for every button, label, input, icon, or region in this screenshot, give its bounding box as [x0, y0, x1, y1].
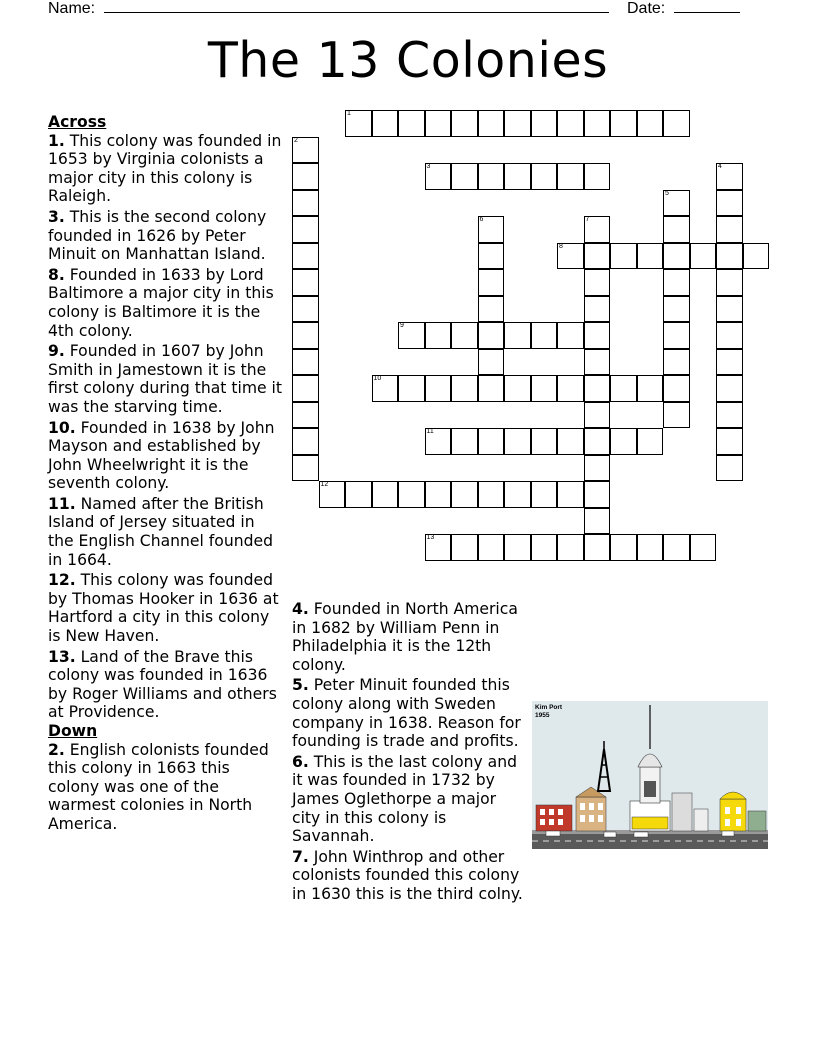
grid-cell[interactable]: [663, 296, 690, 323]
clues-middle-column: [292, 600, 528, 906]
grid-cell[interactable]: [478, 269, 505, 296]
grid-cell[interactable]: [584, 110, 611, 137]
grid-cell[interactable]: [663, 110, 690, 137]
clue-number: 10.: [48, 418, 76, 437]
grid-cell[interactable]: [292, 375, 319, 402]
grid-cell[interactable]: [292, 455, 319, 482]
grid-cell[interactable]: [557, 163, 584, 190]
grid-cell[interactable]: [557, 110, 584, 137]
grid-cell[interactable]: [743, 243, 770, 270]
grid-cell[interactable]: [478, 322, 505, 349]
grid-cell[interactable]: [451, 375, 478, 402]
grid-cell[interactable]: [345, 110, 372, 137]
grid-cell[interactable]: [557, 375, 584, 402]
grid-cell[interactable]: [292, 269, 319, 296]
grid-cell[interactable]: [584, 296, 611, 323]
grid-cell[interactable]: [716, 190, 743, 217]
grid-cell[interactable]: [292, 322, 319, 349]
clue-text: This colony was founded in 1653 by Virginia colonists a major city in this colony is Raleigh.: [48, 131, 282, 206]
grid-cell[interactable]: [531, 110, 558, 137]
grid-cell[interactable]: [504, 428, 531, 455]
grid-cell[interactable]: [663, 322, 690, 349]
grid-cell[interactable]: [451, 322, 478, 349]
grid-cell[interactable]: [716, 243, 743, 270]
clue-text: Founded in 1607 by John Smith in Jamestown it is the first colony during that time it was the starving time.: [48, 342, 283, 416]
grid-cell[interactable]: [451, 428, 478, 455]
clue-across-1: [48, 132, 284, 206]
grid-cell[interactable]: [451, 481, 478, 508]
grid-cell-number: 10: [373, 375, 382, 382]
grid-cell[interactable]: [292, 349, 319, 376]
name-label: Name:: [48, 0, 96, 17]
grid-cell[interactable]: [610, 428, 637, 455]
clue-number: 5.: [292, 676, 309, 695]
clue-text: Named after the British Island of Jersey situated in the English Channel founded in 1664.: [48, 494, 273, 569]
grid-cell[interactable]: [531, 481, 558, 508]
clue-number: 11.: [48, 494, 76, 513]
grid-cell-number: 4: [718, 163, 722, 170]
grid-cell[interactable]: [425, 428, 452, 455]
clues-left-column: [48, 113, 284, 836]
date-line[interactable]: [674, 0, 740, 13]
grid-cell[interactable]: [663, 269, 690, 296]
grid-cell[interactable]: [292, 163, 319, 190]
grid-cell[interactable]: [584, 428, 611, 455]
grid-cell[interactable]: [478, 243, 505, 270]
clue-number: 2.: [48, 740, 65, 759]
grid-cell[interactable]: [425, 534, 452, 561]
name-line[interactable]: [104, 0, 609, 13]
date-label: Date:: [627, 0, 666, 17]
grid-cell[interactable]: [504, 375, 531, 402]
grid-cell[interactable]: [451, 163, 478, 190]
grid-cell-number: 2: [294, 136, 298, 144]
grid-cell[interactable]: [504, 534, 531, 561]
grid-cell[interactable]: [716, 163, 743, 190]
grid-cell[interactable]: [292, 402, 319, 429]
grid-cell[interactable]: [584, 375, 611, 402]
grid-cell[interactable]: [610, 110, 637, 137]
grid-cell[interactable]: [663, 534, 690, 561]
grid-cell[interactable]: [425, 481, 452, 508]
grid-cell[interactable]: [610, 534, 637, 561]
grid-cell[interactable]: [478, 349, 505, 376]
grid-cell-number: 11: [426, 428, 434, 435]
grid-cell[interactable]: [425, 375, 452, 402]
clue-down-2: [48, 741, 284, 834]
grid-cell[interactable]: [504, 110, 531, 137]
grid-cell[interactable]: [372, 375, 399, 402]
clue-text: Founded in 1633 by Lord Baltimore a major city in this colony is Baltimore it is the 4th colony.: [48, 265, 274, 340]
grid-cell[interactable]: [478, 481, 505, 508]
grid-cell[interactable]: [345, 481, 372, 508]
picture-caption-line-2: 1955: [535, 712, 550, 719]
grid-cell[interactable]: [610, 375, 637, 402]
grid-cell[interactable]: [716, 216, 743, 243]
clue-number: 12.: [48, 571, 76, 590]
grid-cell[interactable]: [478, 375, 505, 402]
grid-cell[interactable]: [292, 428, 319, 455]
clue-across-11: [48, 495, 284, 569]
grid-cell[interactable]: [557, 322, 584, 349]
grid-cell[interactable]: [690, 243, 717, 270]
grid-cell[interactable]: [584, 508, 611, 535]
grid-cell[interactable]: [504, 163, 531, 190]
clue-text: Land of the Brave this colony was founded in 1636 by Roger Williams and others at Providence.: [48, 647, 277, 722]
grid-cell-number: 1: [347, 110, 351, 117]
grid-cell[interactable]: [504, 322, 531, 349]
grid-cell[interactable]: [478, 534, 505, 561]
clue-across-10: [48, 419, 284, 493]
grid-cell[interactable]: [637, 110, 664, 137]
grid-cell[interactable]: [319, 481, 346, 508]
date-field[interactable]: [627, 0, 740, 18]
grid-cell-number: 6: [479, 216, 484, 223]
skyline-illustration: [532, 701, 768, 849]
grid-cell[interactable]: [478, 296, 505, 323]
grid-cell[interactable]: [292, 243, 319, 270]
grid-cell[interactable]: [557, 534, 584, 561]
clue-text: This is the second colony founded in 1626 by Peter Minuit on Manhattan Island.: [48, 207, 267, 264]
grid-cell[interactable]: [716, 455, 743, 482]
grid-cell[interactable]: [398, 110, 425, 137]
grid-cell[interactable]: [425, 163, 452, 190]
grid-cell[interactable]: [584, 243, 611, 270]
clue-down-6: [292, 753, 528, 846]
down-heading: Down: [48, 722, 98, 740]
city-skyline-picture: [532, 701, 768, 849]
clue-number: 7.: [292, 847, 309, 866]
grid-cell[interactable]: [398, 322, 425, 349]
grid-cell-number: 7: [585, 216, 590, 223]
grid-cell[interactable]: [451, 534, 478, 561]
clue-across-8: [48, 266, 284, 340]
grid-cell[interactable]: [716, 402, 743, 429]
grid-cell[interactable]: [531, 322, 558, 349]
grid-cell[interactable]: [292, 190, 319, 217]
clue-number: 4.: [292, 600, 309, 618]
clue-across-3: [48, 208, 284, 264]
grid-cell-number: 5: [665, 189, 669, 197]
grid-cell[interactable]: [584, 163, 611, 190]
clue-down-4: [292, 600, 528, 674]
grid-cell[interactable]: [716, 349, 743, 376]
clue-number: 13.: [48, 647, 76, 666]
clue-down-7: [292, 848, 528, 904]
grid-cell[interactable]: [663, 402, 690, 429]
grid-cell[interactable]: [584, 349, 611, 376]
grid-cell[interactable]: [478, 428, 505, 455]
grid-cell[interactable]: [663, 243, 690, 270]
clue-text: Peter Minuit founded this colony along with Sweden company in 1638. Reason for founding is trade and profits.: [292, 676, 521, 751]
clue-number: 1.: [48, 131, 65, 150]
grid-cell[interactable]: [584, 455, 611, 482]
grid-cell-number: 3: [426, 163, 431, 170]
clue-text: English colonists founded this colony in 1663 this colony was one of the warmest colonies in North America.: [48, 740, 269, 833]
grid-cell-number: 12: [320, 481, 329, 488]
name-field[interactable]: [48, 0, 609, 18]
clue-number: 9.: [48, 342, 65, 361]
clue-text: Founded in 1638 by John Mayson and established by John Wheelwright it is the seventh colony.: [48, 418, 275, 493]
grid-cell-number: 9: [400, 322, 404, 329]
clue-text: This is the last colony and it was founded in 1732 by James Oglethorpe a major city in this colony is Savannah.: [292, 752, 518, 846]
grid-cell[interactable]: [716, 322, 743, 349]
grid-cell[interactable]: [584, 322, 611, 349]
grid-cell[interactable]: [478, 110, 505, 137]
grid-cell[interactable]: [372, 481, 399, 508]
clue-number: 6.: [292, 752, 309, 771]
clue-across-9: [48, 342, 284, 416]
grid-cell[interactable]: [716, 375, 743, 402]
grid-cell[interactable]: [557, 243, 584, 270]
grid-cell[interactable]: [531, 163, 558, 190]
grid-cell[interactable]: [398, 481, 425, 508]
grid-cell[interactable]: [372, 110, 399, 137]
grid-cell[interactable]: [610, 243, 637, 270]
grid-cell[interactable]: [531, 534, 558, 561]
grid-cell[interactable]: [690, 534, 717, 561]
grid-cell[interactable]: [584, 534, 611, 561]
clue-text: This colony was founded by Thomas Hooker in 1636 at Hartford a city in this colony is New Haven.: [48, 571, 279, 646]
grid-cell[interactable]: [425, 322, 452, 349]
grid-cell[interactable]: [716, 428, 743, 455]
grid-cell[interactable]: [557, 481, 584, 508]
grid-cell[interactable]: [663, 216, 690, 243]
grid-cell[interactable]: [292, 216, 319, 243]
grid-cell-number: 8: [559, 242, 563, 250]
grid-cell[interactable]: [478, 163, 505, 190]
grid-cell[interactable]: [584, 269, 611, 296]
picture-caption-line-1: Kim Port: [535, 704, 563, 711]
grid-cell[interactable]: [584, 402, 611, 429]
clue-down-5: [292, 676, 528, 750]
grid-cell[interactable]: [425, 110, 452, 137]
grid-cell[interactable]: [557, 428, 584, 455]
page-title: The 13 Colonies: [207, 32, 609, 89]
grid-cell[interactable]: [663, 349, 690, 376]
grid-cell[interactable]: [398, 375, 425, 402]
grid-cell[interactable]: [451, 110, 478, 137]
grid-cell[interactable]: [292, 137, 319, 164]
grid-cell[interactable]: [716, 296, 743, 323]
grid-cell[interactable]: [584, 216, 611, 243]
grid-cell[interactable]: [637, 243, 664, 270]
picture-caption: [535, 704, 562, 720]
grid-cell[interactable]: [637, 375, 664, 402]
clue-across-13: [48, 648, 284, 722]
grid-cell[interactable]: [531, 428, 558, 455]
across-heading: Across: [48, 113, 107, 131]
clue-across-12: [48, 571, 284, 645]
grid-cell-number: 13: [426, 534, 435, 541]
clue-text: John Winthrop and other colonists founded this colony in 1630 this is the third colny.: [292, 847, 523, 903]
grid-cell[interactable]: [292, 296, 319, 323]
clue-number: 8.: [48, 265, 65, 284]
grid-cell[interactable]: [531, 375, 558, 402]
clue-number: 3.: [48, 207, 65, 226]
grid-cell[interactable]: [584, 481, 611, 508]
grid-cell[interactable]: [637, 428, 664, 455]
clue-text: Founded in North America in 1682 by William Penn in Philadelphia it is the 12th colony.: [292, 600, 518, 674]
grid-cell[interactable]: [504, 481, 531, 508]
grid-cell[interactable]: [478, 216, 505, 243]
grid-cell[interactable]: [663, 190, 690, 217]
grid-cell[interactable]: [663, 375, 690, 402]
grid-cell[interactable]: [637, 534, 664, 561]
grid-cell[interactable]: [716, 269, 743, 296]
